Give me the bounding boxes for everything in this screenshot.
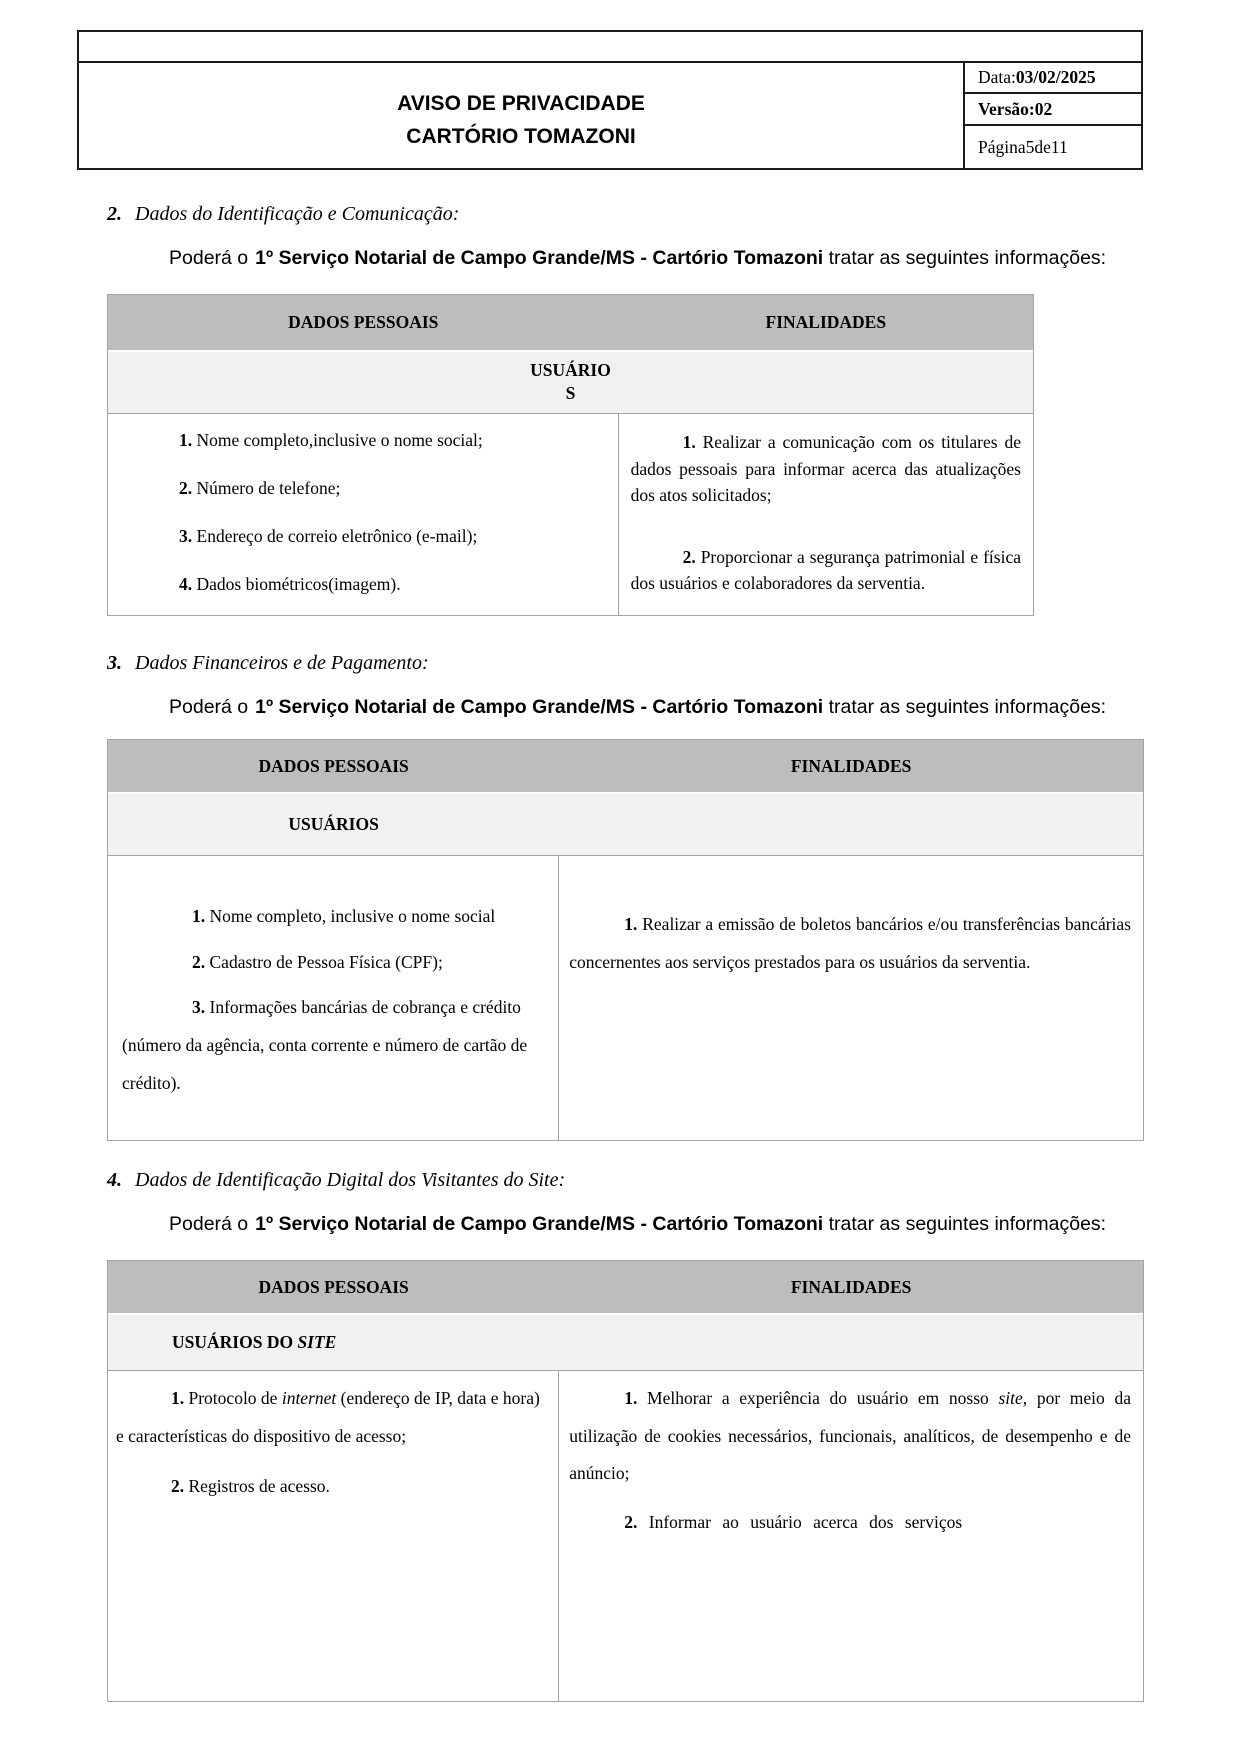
table-identification-communication [107,294,1034,617]
header-main-row [79,63,1141,168]
document-body [107,203,1145,1702]
intro-post: tratar as seguintes informações: [823,696,1107,719]
cell-purposes [619,414,1033,615]
section-number: 3. [107,652,122,675]
table-digital-identification [107,1260,1144,1702]
cell-purposes [559,856,1143,1140]
section-title: Dados do Identificação e Comunicação: [135,203,460,225]
intro-paragraph-4 [107,1209,1145,1240]
intro-paragraph-3 [107,692,1145,723]
section-number: 4. [107,1169,122,1192]
header-empty-row [79,32,1141,63]
table-header-row [108,295,1033,350]
group-label-italic: SITE [297,1332,337,1353]
purpose-item: 2. Informar ao usuário acerca dos serviços [624,1511,963,1532]
section-heading-3 [107,652,1145,675]
list-item: 2. Registros de acesso. [171,1476,330,1497]
section-title: Dados de Identificação Digital dos Visitantes do Site: [135,1169,566,1192]
date-value: 03/02/2025 [1015,67,1096,87]
table-header-row [108,1261,1143,1313]
notary-name: 1º Serviço Notarial de Campo Grande/MS - Cartório Tomazoni [255,247,824,269]
notary-name: 1º Serviço Notarial de Campo Grande/MS - Cartório Tomazoni [255,1213,824,1236]
table-body-row [108,414,1033,615]
table-body-row [108,1371,1143,1701]
col-header-dados-pessoais: DADOS PESSOAIS [258,755,409,776]
table-group-row [108,1313,1143,1371]
list-item: 1. Nome completo, inclusive o nome social [192,906,496,927]
table-group-row [108,792,1143,856]
purpose-item: 1. Realizar a emissão de boletos bancários e/ou transferências bancárias concernentes aos serviços prestados para os usuários da serventia. [569,914,1131,972]
title-line-2: CARTÓRIO TOMAZONI [406,124,636,148]
intro-pre: Poderá o [169,696,249,719]
col-header-finalidades: FINALIDADES [765,311,887,332]
date-label: Data: [978,67,1016,87]
document-title [79,63,963,168]
intro-pre: Poderá o [169,247,249,269]
title-line-1: AVISO DE PRIVACIDADE [397,92,645,115]
group-label-line1: USUÁRIO [530,359,611,380]
col-header-dados-pessoais: DADOS PESSOAIS [258,1276,409,1297]
cell-personal-data [108,856,559,1140]
notary-name: 1º Serviço Notarial de Campo Grande/MS - Cartório Tomazoni [255,696,824,719]
list-item: 1. Nome completo,inclusive o nome social; [179,430,483,451]
intro-post: tratar as seguintes informações: [823,1213,1107,1236]
list-item: 2. Número de telefone; [179,478,341,499]
list-item: 2. Cadastro de Pessoa Física (CPF); [192,951,443,972]
table-group-row [108,350,1033,415]
list-item: 4. Dados biométricos(imagem). [179,574,401,595]
cell-personal-data [108,1371,559,1701]
version-row: Versão:02 [965,94,1141,126]
header-info-box [963,63,1141,168]
table-body-row [108,856,1143,1140]
list-item: 3. Endereço de correio eletrônico (e-mail); [179,526,478,547]
page-number-row: Página5de11 [978,136,1068,157]
section-number: 2. [107,203,122,225]
list-item: 3. Informações bancárias de cobrança e crédito (número da agência, conta corrente e número de cartão de crédito). [122,997,528,1093]
intro-post: tratar as seguintes informações: [823,247,1107,269]
section-heading-4 [107,1169,1145,1192]
group-label-line2: S [565,382,576,403]
cell-purposes [559,1371,1143,1701]
group-label: USUÁRIOS [288,814,379,835]
col-header-dados-pessoais: DADOS PESSOAIS [288,311,439,332]
col-header-finalidades: FINALIDADES [790,1276,912,1297]
table-financial-payment [107,739,1144,1141]
col-header-finalidades: FINALIDADES [790,755,912,776]
purpose-item: 1. Melhorar a experiência do usuário em nosso site, por meio da utilização de cookies necessários, funcionais, analíticos, de desempenho e de anúncio; [569,1388,1131,1484]
intro-pre: Poderá o [169,1213,249,1236]
purpose-item: 2. Proporcionar a segurança patrimonial e física dos usuários e colaboradores da serventia. [630,547,1021,594]
date-row [965,63,1141,94]
list-item: 1. Protocolo de internet (endereço de IP, data e hora) e características do dispositivo de acesso; [116,1388,540,1446]
intro-paragraph-2 [107,243,1145,274]
section-title: Dados Financeiros e de Pagamento: [135,652,429,675]
table-header-row [108,740,1143,792]
cell-personal-data [108,414,619,615]
group-label: USUÁRIOS DO [172,1332,298,1353]
document-header [77,30,1143,170]
purpose-item: 1. Realizar a comunicação com os titulares de dados pessoais para informar acerca das atualizações dos atos solicitados; [630,432,1021,505]
section-heading-2 [107,203,1145,226]
